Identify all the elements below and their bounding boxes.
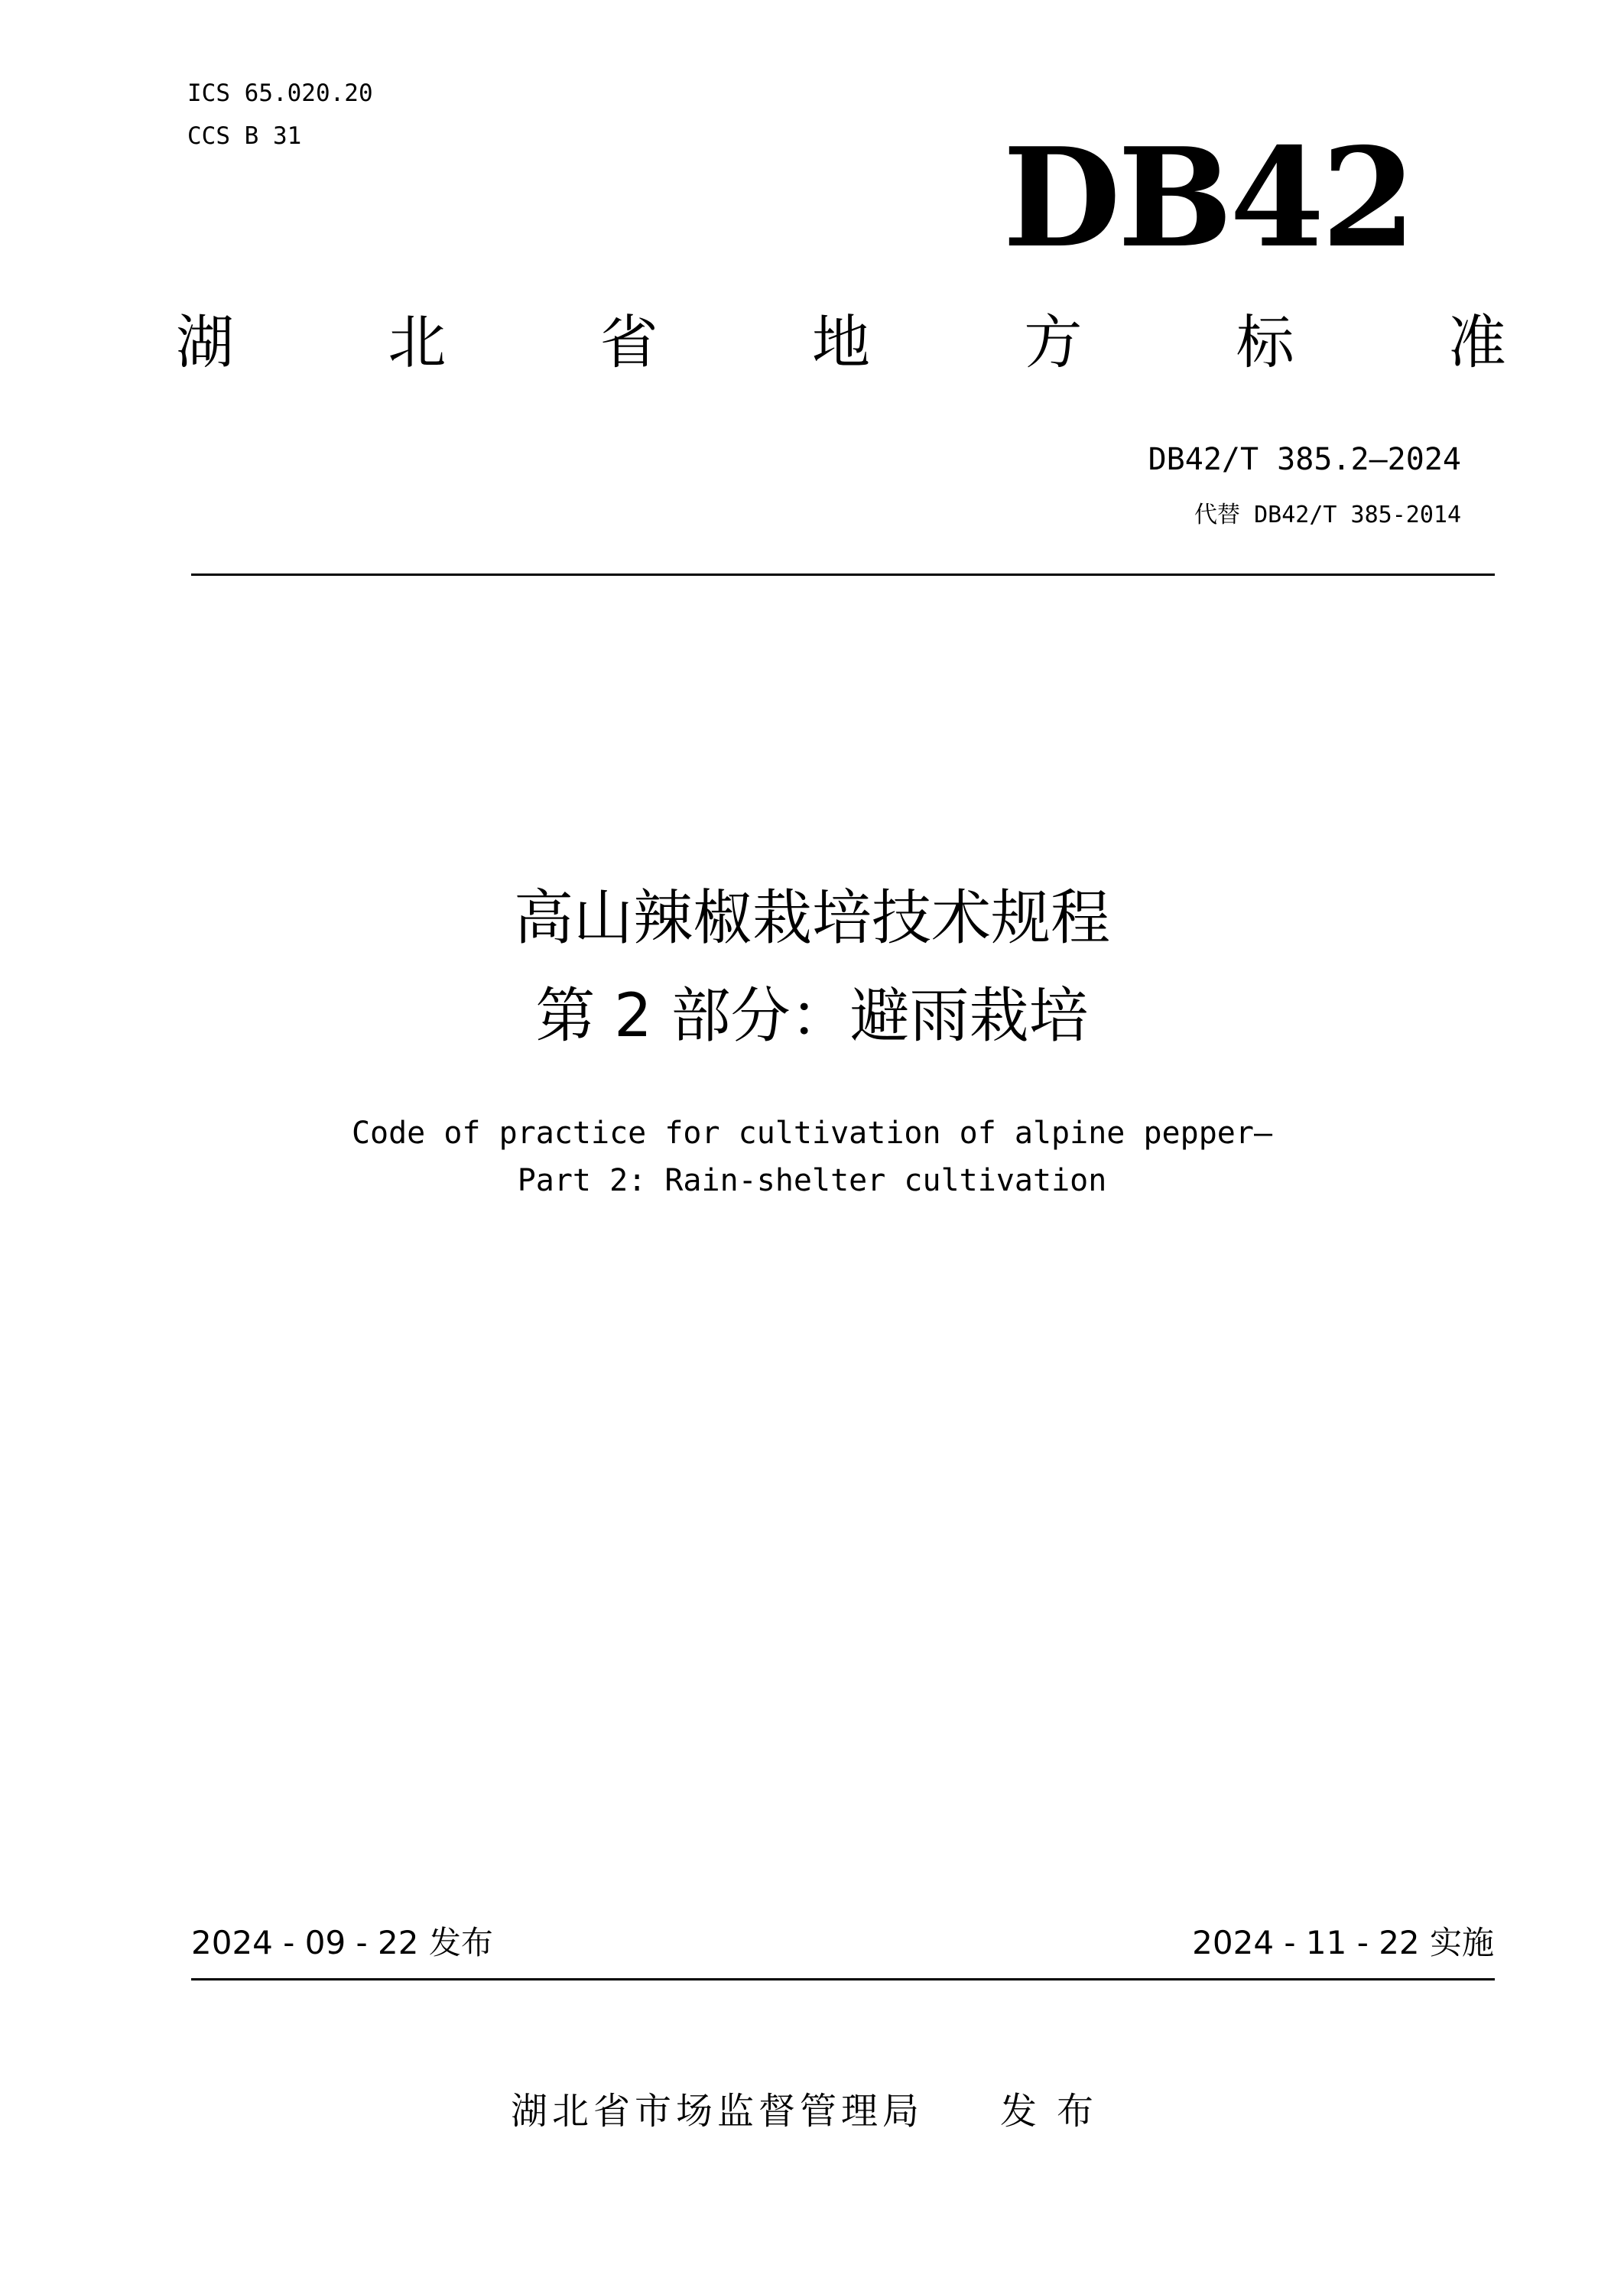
issue-date: 2024 - 09 - 22 发布 (191, 1924, 493, 1961)
title-chinese-line-2: 第 2 部分：避雨栽培 (535, 982, 1089, 1051)
publisher-line (0, 2081, 1624, 2134)
standard-type-heading (176, 308, 1506, 376)
standard-type-char: 湖 (176, 308, 234, 376)
standard-type-char: 准 (1447, 308, 1506, 376)
implementation-date: 2024 - 11 - 22 实施 (1192, 1924, 1494, 1961)
db42-logo: DB42 (1002, 118, 1413, 278)
standard-type-char: 北 (388, 308, 447, 376)
standard-type-char: 方 (1024, 308, 1083, 376)
title-english-line-1: Code of practice for cultivation of alpine pepper— (351, 1116, 1273, 1151)
footer-divider (191, 1978, 1495, 1980)
standard-type-char: 标 (1236, 308, 1294, 376)
title-chinese-line-1: 高山辣椒栽培技术规程 (513, 884, 1110, 953)
ics-code: ICS 65.020.20 (187, 80, 373, 107)
replaces-standard: 代替 DB42/T 385-2014 (1194, 502, 1461, 528)
standard-type-char: 地 (811, 308, 870, 376)
header-divider (191, 574, 1495, 576)
publisher-organization: 湖北省市场监督管理局 (510, 2090, 924, 2133)
title-english-line-2: Part 2: Rain-shelter cultivation (517, 1163, 1107, 1198)
publisher-action: 发布 (1000, 2090, 1114, 2133)
standard-number: DB42/T 385.2—2024 (1148, 442, 1461, 477)
ccs-code: CCS B 31 (187, 122, 302, 150)
standard-type-char: 省 (599, 308, 658, 376)
